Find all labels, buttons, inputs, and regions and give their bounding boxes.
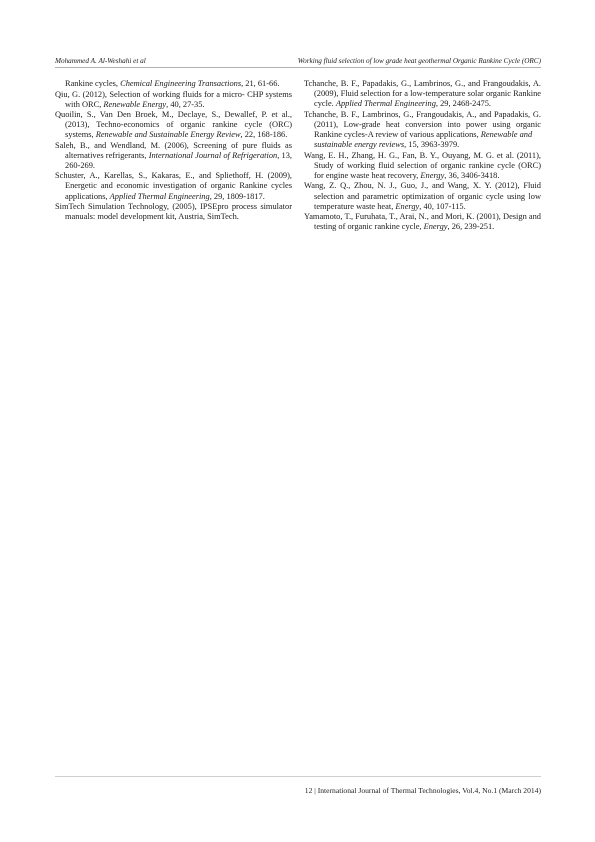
reference-entry-continuation: sustainable energy reviews, 15, 3963-3979.: [314, 140, 460, 150]
reference-entry: Yamamoto, T., Furuhata, T., Arai, N., and Mori, K. (2001), Design and testing of organic rankine cycle, Energy, 26, 239-251.: [304, 212, 541, 232]
header-divider: [55, 67, 541, 68]
reference-entry: Saleh, B., and Wendland, M. (2006), Screening of pure fluids as alternatives refrigerants, International Journal of Refrigeration, 13, 260-269.: [55, 140, 292, 170]
reference-entry: Tchanche, B. F., Lambrinos, G., Frangoudakis, A., and Papadakis, G. (2011), Low-grade heat conversion into power using organic Rankine cycles-A review of various applications, Renewable and: [304, 109, 541, 139]
reference-entry: Wang, Z. Q., Zhou, N. J., Guo, J., and Wang, X. Y. (2012), Fluid selection and parametric optimization of organic cycle using low temperature waste heat, Energy, 40, 107-115.: [304, 181, 541, 211]
footer-divider: [55, 776, 541, 777]
reference-entry: SimTech Simulation Technology, (2005), IPSEpro process simulator manuals: model development kit, Austria, SimTech.: [55, 202, 292, 222]
references-right-column: [304, 79, 541, 233]
reference-entry: Rankine cycles, Chemical Engineering Transactions, 21, 61-66.: [65, 79, 280, 88]
header-author: Mohammed A. Al-Weshahi et al: [55, 57, 146, 65]
reference-entry: Wang, E. H., Zhang, H. G., Fan, B. Y., Ouyang, M. G. et al. (2011), Study of working fluid selection of organic rankine cycle (ORC) for engine waste heat recovery, Energy, 36, 3406-3418.: [304, 150, 541, 180]
page-footer: 12 | International Journal of Thermal Technologies, Vol.4, No.1 (March 2014): [304, 786, 541, 795]
reference-entry: Qiu, G. (2012), Selection of working fluids for a micro- CHP systems with ORC, Renewable Energy, 40, 27-35.: [55, 89, 292, 109]
header-title: Working fluid selection of low grade heat geothermal Organic Rankine Cycle (ORC): [297, 57, 541, 65]
reference-entry: Schuster, A., Karellas, S., Kakaras, E., and Spliethoff, H. (2009), Energetic and economic investigation of organic Rankine cycles applications, Applied Thermal Engineering, 29, 1809-1817.: [55, 171, 292, 201]
references-left-column: [55, 79, 292, 223]
reference-entry: Tchanche, B. F., Papadakis, G., Lambrinos, G., and Frangoudakis, A. (2009), Fluid selection for a low-temperature solar organic Rankine cycle. Applied Thermal Engineering, 29, 2468-2475.: [304, 79, 541, 109]
reference-entry: Quoilin, S., Van Den Broek, M., Declaye, S., Dewallef, P. et al., (2013), Techno-economics of organic rankine cycle (ORC) systems, Renewable and Sustainable Energy Review, 22, 168-186.: [55, 110, 292, 140]
